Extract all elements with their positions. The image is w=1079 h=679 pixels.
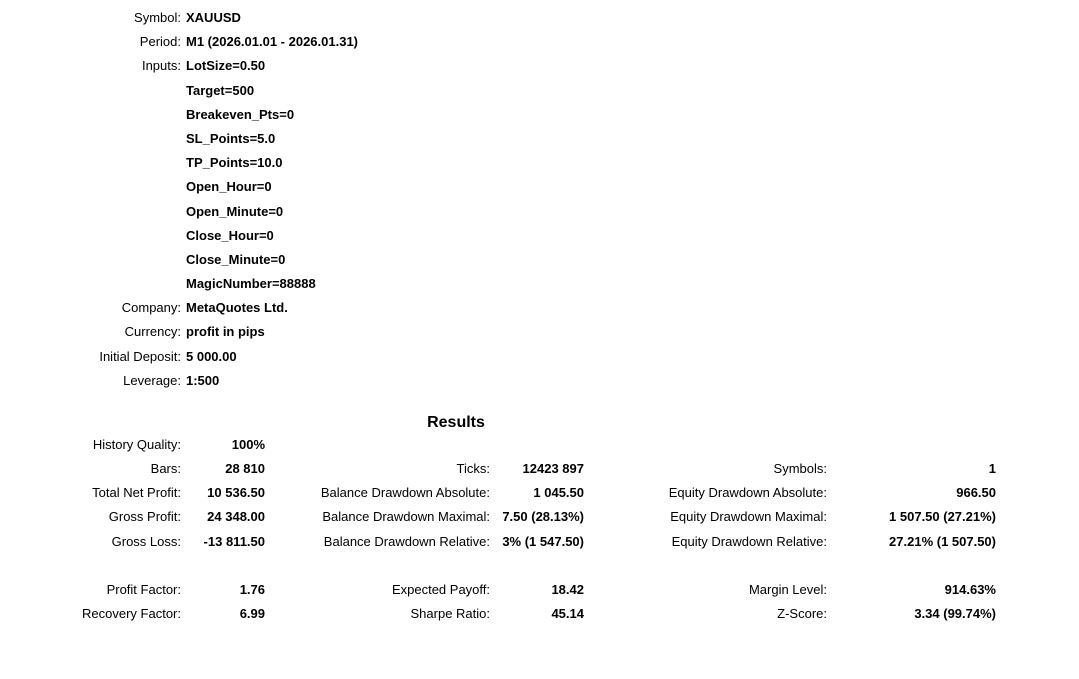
results-title: Results [427,414,485,431]
settings-value: Close_Minute=0 [186,251,286,267]
settings-label: Company: [121,300,181,316]
settings-label: Leverage: [123,372,181,388]
settings-label: Currency: [124,324,181,340]
result-label: Profit Factor: [106,582,181,597]
settings-value: XAUUSD [186,10,241,25]
result-label: History Quality: [92,437,181,452]
settings-value: 5 000.00 [186,348,237,364]
settings-value: Open_Hour=0 [186,179,272,195]
result-label: Z-Score: [777,606,827,621]
settings-value: Breakeven_Pts=0 [186,106,295,122]
result-label: Total Net Profit: [92,485,181,500]
result-label: Expected Payoff: [391,582,490,597]
settings-label: Period: [139,34,181,50]
result-label: Balance Drawdown Absolute: [320,485,490,500]
result-value: 100% [231,437,265,452]
result-label: Equity Drawdown Relative: [671,534,827,549]
result-label: Symbols: [773,461,827,476]
result-label: Ticks: [456,461,490,476]
result-value: 18.42 [551,582,584,597]
settings-value: MetaQuotes Ltd. [186,300,288,316]
settings-value: TP_Points=10.0 [186,155,283,171]
settings-value: Close_Hour=0 [186,227,274,243]
result-label: Balance Drawdown Relative: [323,534,490,549]
result-label: Gross Loss: [111,534,181,549]
result-value: 7.50 (28.13%) [502,509,584,524]
settings-value: SL_Points=5.0 [186,130,276,146]
settings-value: 1:500 [186,372,220,388]
settings-value: Open_Minute=0 [186,203,284,219]
result-label: Balance Drawdown Maximal: [322,509,490,524]
result-value: 1 [988,461,996,476]
settings-value: M1 (2026.01.01 - 2026.01.31) [186,34,359,50]
result-value: 12423 897 [522,461,584,476]
result-label: Sharpe Ratio: [410,606,490,621]
result-value: 27.21% (1 507.50) [889,534,996,549]
result-value: 1 045.50 [533,485,584,500]
result-value: 1.76 [239,582,265,597]
settings-label: Symbol: [134,10,181,25]
settings-value: LotSize=0.50 [186,58,266,74]
result-label: Recovery Factor: [82,606,181,621]
result-label: Equity Drawdown Maximal: [670,509,827,524]
result-label: Bars: [150,461,181,476]
result-value: 28 810 [225,461,265,476]
result-value: 10 536.50 [207,485,265,500]
settings-value: Target=500 [186,82,255,98]
result-label: Margin Level: [748,582,827,597]
settings-value: MagicNumber=88888 [186,276,316,292]
result-value: 1 507.50 (27.21%) [889,509,996,524]
result-value: 3% (1 547.50) [502,534,584,549]
result-value: -13 811.50 [203,534,265,549]
result-value: 3.34 (99.74%) [914,606,996,621]
result-value: 45.14 [551,606,584,621]
result-value: 6.99 [239,606,265,621]
result-label: Equity Drawdown Absolute: [668,485,827,500]
result-value: 24 348.00 [207,509,265,524]
result-label: Gross Profit: [108,509,181,524]
settings-label: Inputs: [141,58,181,74]
settings-value: profit in pips [186,324,265,340]
result-value: 966.50 [956,485,996,500]
settings-label: Initial Deposit: [99,348,181,364]
result-value: 914.63% [944,582,996,597]
